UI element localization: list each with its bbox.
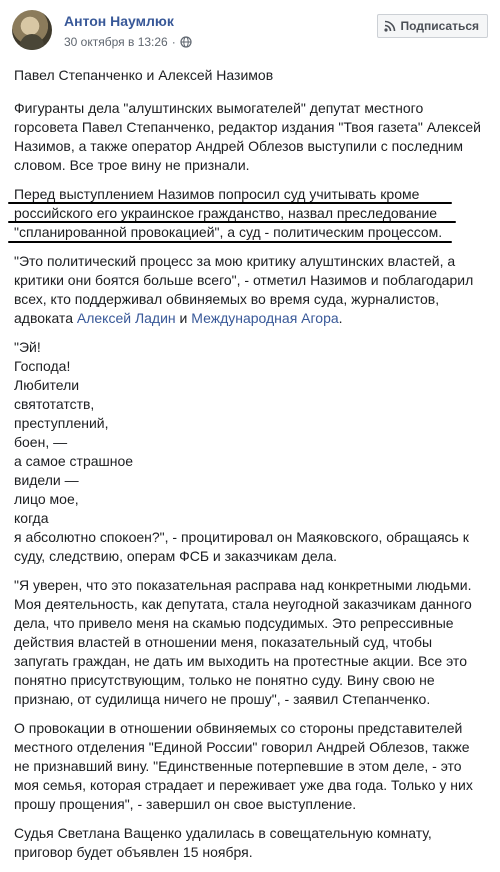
link-agora[interactable]: Международная Агора	[191, 310, 339, 326]
poem-line: преступлений,	[14, 415, 109, 431]
poem-tail: я абсолютно спокоен?", - процитировал он Маяковского, обращаясь к суду, следствию, операм ФСБ и заказчикам дела.	[14, 529, 469, 564]
poem-line: святотатств,	[14, 396, 95, 412]
handdrawn-underline	[8, 221, 456, 223]
paragraph-5: "Я уверен, что это показательная расправа над конкретными людьми. Моя деятельность, как депутата, стала неугодной заказчикам данного дела, что привело меня на скамью подсудимых. Это репрессивные действия властей в отношении меня, показательный суд, чтобы запугать граждан, не дать им выходить на протестные акции. Все это понятно присутствующим, только не понятно суду. Вину свою не признаю, от судилища ничего не прошу", - заявил Степанченко.	[14, 577, 472, 707]
rss-icon	[384, 20, 396, 32]
post-body	[14, 66, 484, 872]
poem-line: "Эй!	[14, 339, 41, 355]
paragraph-3-text: "Это политический процесс за мою критику алуштинских властей, а критики они боятся больше всего", - отметил Назимов и поблагодарил всех, кто поддерживал обвиняемых во время суда, журналистов, адвоката	[14, 253, 474, 326]
subscribe-label: Подписаться	[400, 19, 479, 33]
poem-line: боен, —	[14, 434, 68, 450]
link-aleksey-ladin[interactable]: Алексей Ладин	[76, 310, 176, 326]
poem-quote	[14, 338, 484, 566]
meta-separator: ·	[171, 35, 176, 49]
post-date[interactable]: 30 октября в 13:26	[64, 35, 168, 49]
subscribe-button[interactable]	[377, 14, 488, 38]
poem-line: Любители	[14, 377, 80, 393]
poem-line: Господа!	[14, 358, 71, 374]
poem-line: видели —	[14, 472, 79, 488]
paragraph-3	[14, 252, 484, 328]
paragraph-7: Судья Светлана Ващенко удалилась в совещательную комнату, приговор будет объявлен 15 ноября.	[14, 825, 432, 860]
poem-line: лицо мое,	[14, 491, 79, 507]
paragraph-2: Перед выступлением Назимов попросил суд учитывать кроме российского его украинское гражданство, назвал преследование "спланированной провокацией", а суд - политическим процессом.	[14, 186, 443, 240]
author-avatar[interactable]	[12, 10, 52, 50]
poem-line: а самое страшное	[14, 453, 134, 469]
underlined-paragraph	[14, 185, 484, 242]
post-meta	[64, 35, 192, 49]
author-name[interactable]: Антон Наумлюк	[64, 13, 174, 29]
paragraph-3-and: и	[175, 310, 192, 326]
post-title: Павел Степанченко и Алексей Назимов	[14, 67, 274, 83]
post-header	[12, 10, 488, 56]
paragraph-3-end: .	[338, 310, 343, 326]
poem-line: когда	[14, 510, 49, 526]
handdrawn-underline	[8, 241, 452, 243]
paragraph-1: Фигуранты дела "алуштинских вымогателей" депутат местного горсовета Павел Степанченко, редактор издания "Твоя газета" Алексей Назимов, а также оператор Андрей Облезов выступили с последним словом. Все трое вину не признали.	[14, 100, 481, 173]
handdrawn-underline	[8, 202, 452, 204]
globe-icon	[180, 36, 192, 48]
paragraph-6: О провокации в отношении обвиняемых со стороны представителей местного отделения "Единой России" говорил Андрей Облезов, также не признавший вину. "Единственные потерпевшие в этом деле, - это моя семья, которая страдает и переживает уже два года. Только у них прошу прощения", - завершил он свое выступление.	[14, 720, 473, 812]
